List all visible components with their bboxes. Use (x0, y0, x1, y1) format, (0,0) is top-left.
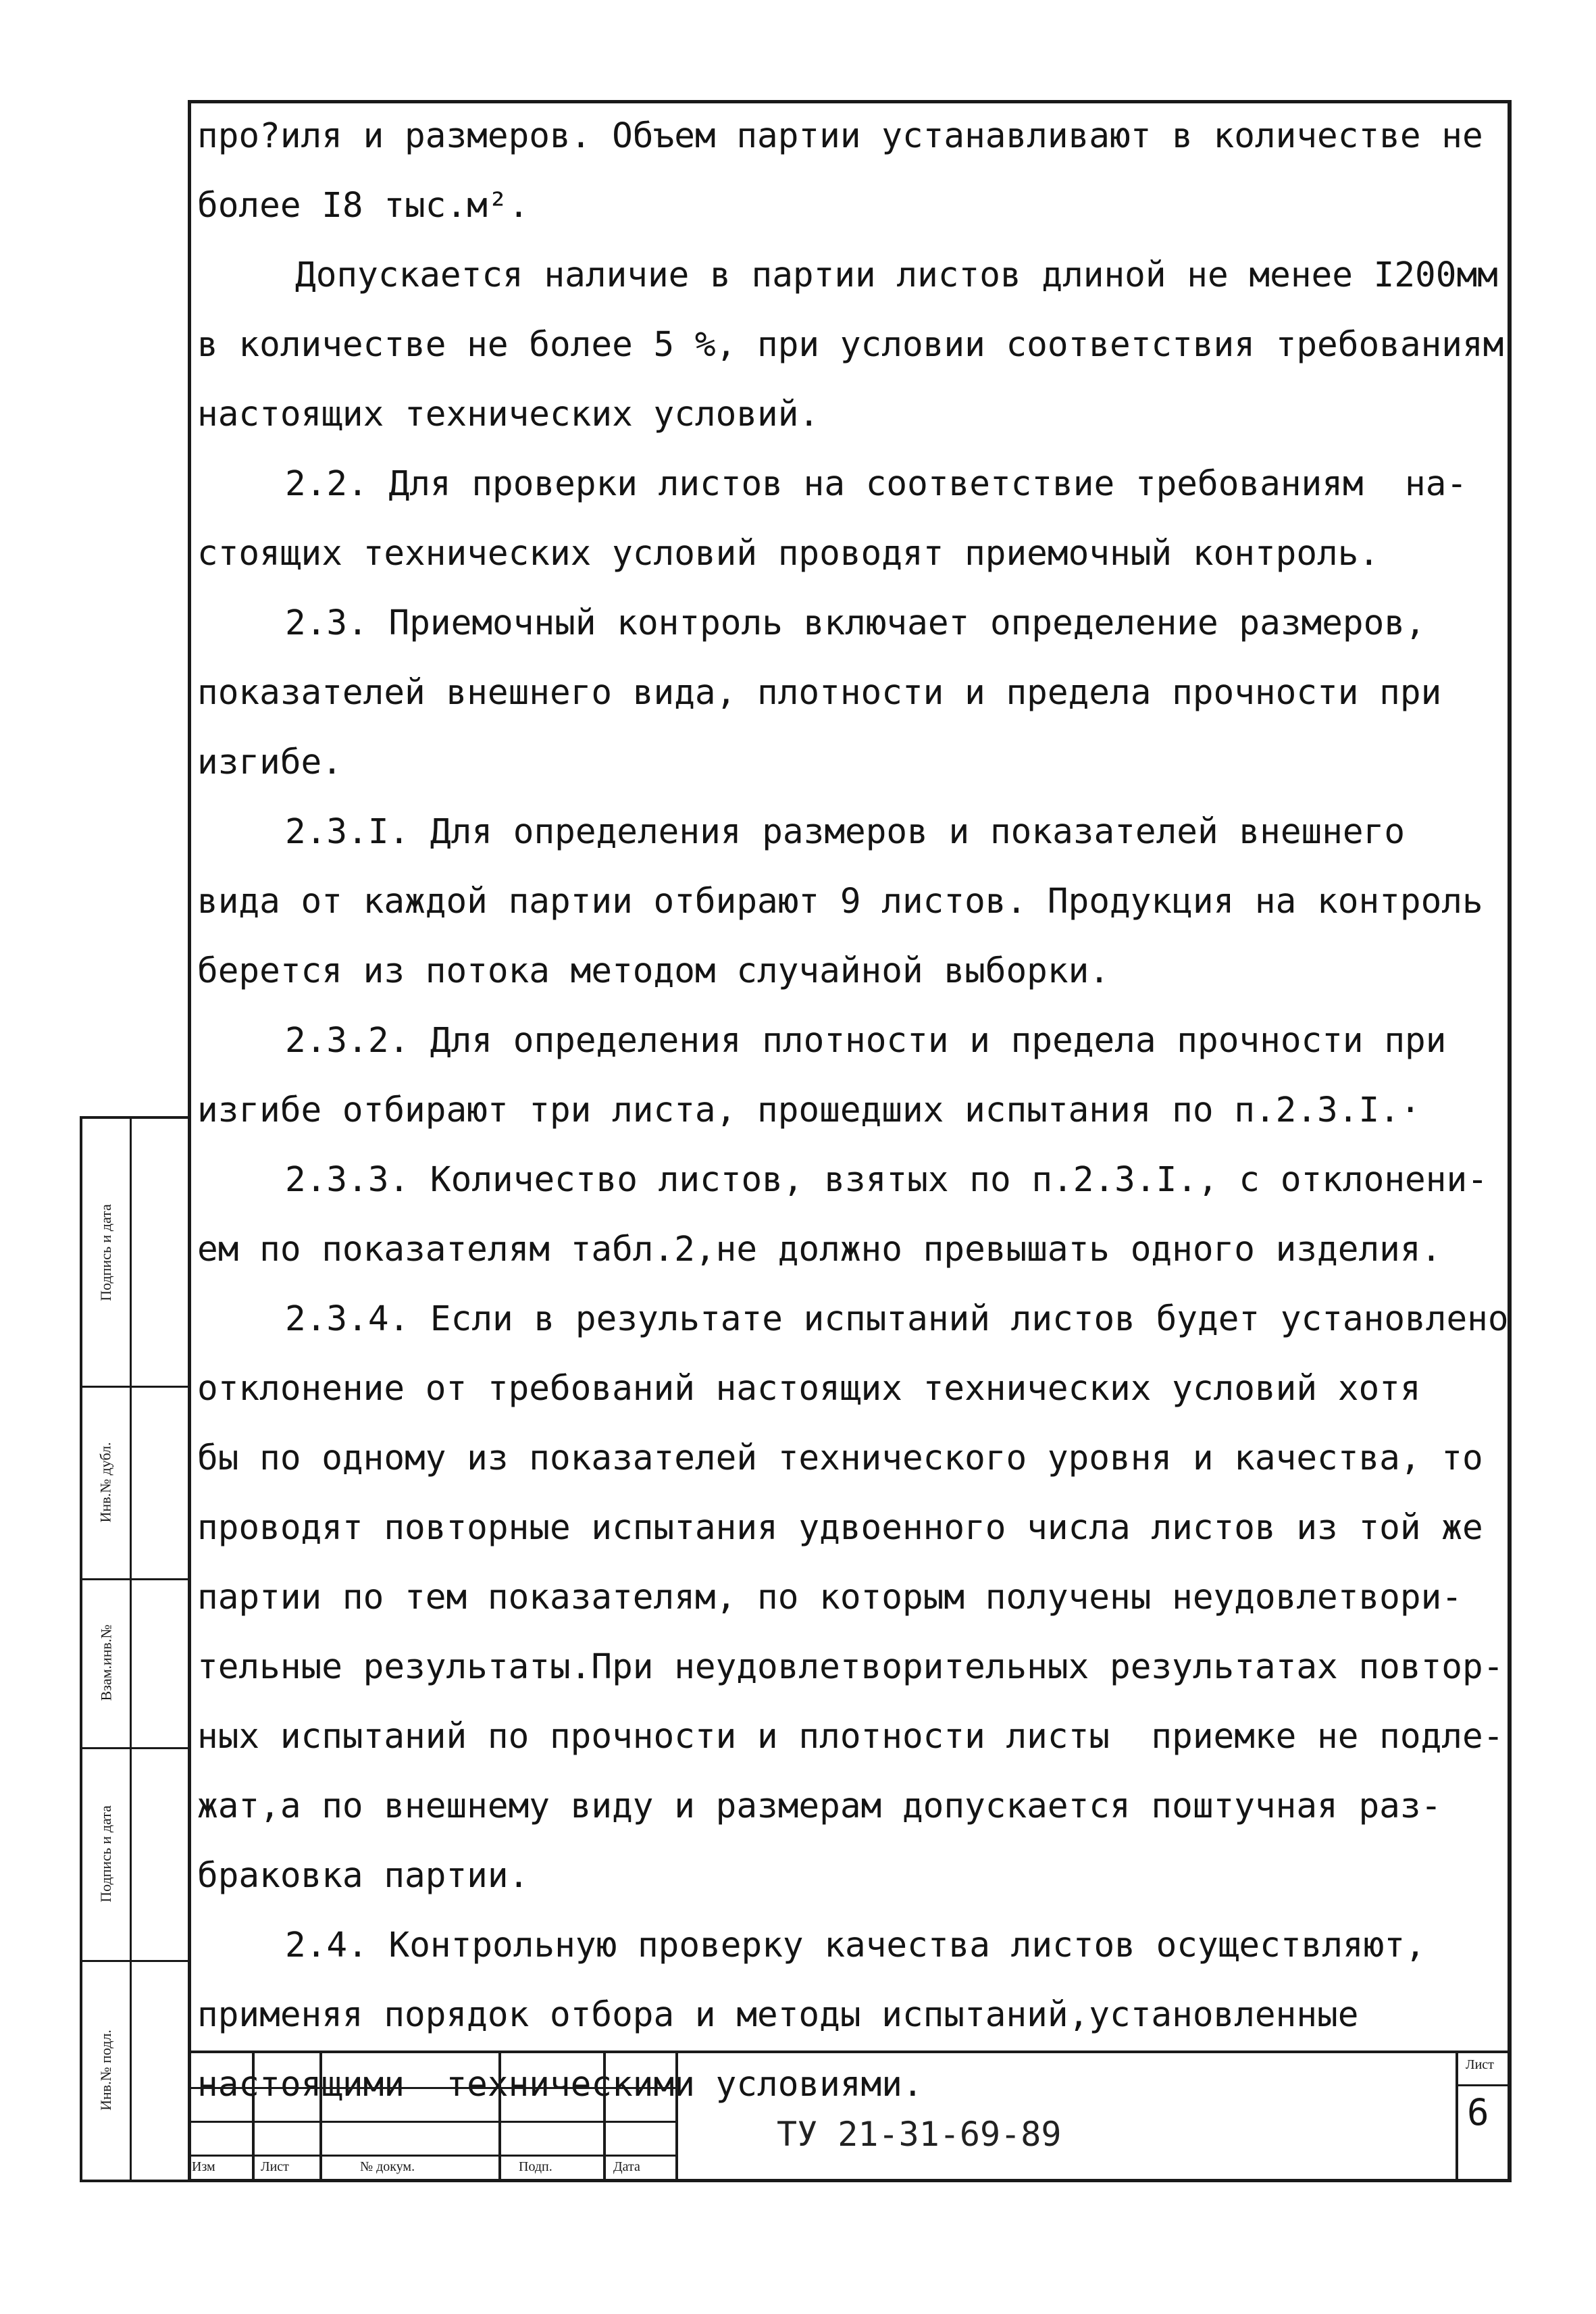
text-line: стоящих технических условий проводят приемочный контроль. (197, 534, 1380, 574)
document-number: ТУ 21-31-69-89 (777, 2115, 1062, 2154)
text-line: отклонение от требований настоящих технических условий хотя (197, 1369, 1421, 1409)
text-line: про?иля и размеров. Объем партии устанавливают в количестве не (197, 116, 1483, 156)
text-line: в количестве не более 5 %, при условии соответствия требованиям (197, 325, 1504, 365)
sheet-label: Лист (1466, 2057, 1494, 2072)
text-line: партии по тем показателям, по которым получены неудовлетвори- (197, 1578, 1462, 1617)
text-line: проводят повторные испытания удвоенного числа листов из той же (197, 1508, 1483, 1548)
title-block-header: Лист (261, 2159, 289, 2174)
stamp-label: Инв.№ подл. (97, 2029, 115, 2111)
text-line: более I8 тыс.м². (197, 186, 530, 226)
text-line: берется из потока методом случайной выборки. (197, 951, 1110, 991)
text-line: настоящими техническими условиями. (197, 2065, 923, 2105)
margin-stamp (80, 1116, 190, 2182)
stamp-label: Инв.№ дубл. (97, 1441, 115, 1523)
text-line: 2.3.I. Для определения размеров и показателей внешнего (285, 812, 1406, 852)
text-line: ных испытаний по прочности и плотности листы приемке не подле- (197, 1717, 1504, 1757)
text-line: бы по одному из показателей технического уровня и качества, то (197, 1438, 1483, 1478)
title-block-header: Подп. (519, 2159, 552, 2174)
text-line: 2.2. Для проверки листов на соответствие требованиям на- (285, 464, 1468, 504)
text-line: изгибе отбирают три листа, прошедших испытания по п.2.3.I.· (197, 1090, 1421, 1130)
text-line: 2.3. Приемочный контроль включает определение размеров, (285, 603, 1426, 643)
title-block-header: № докум. (360, 2159, 415, 2174)
title-block-header: Дата (613, 2159, 640, 2174)
title-block-header: Изм (192, 2159, 215, 2174)
text-line: тельные результаты.При неудовлетворительных результатах повтор- (197, 1647, 1504, 1687)
text-line: Допускается наличие в партии листов длиной не менее I200мм (295, 255, 1498, 295)
text-line: 2.3.4. Если в результате испытаний листов будет установлено (285, 1299, 1509, 1339)
text-line: жат,а по внешнему виду и размерам допускается поштучная раз- (197, 1786, 1442, 1826)
stamp-label: Подпись и дата (97, 1805, 115, 1903)
sheet-number: 6 (1467, 2091, 1489, 2134)
document-body (197, 101, 1509, 2119)
text-line: 2.4. Контрольную проверку качества листов осуществляют, (285, 1926, 1426, 1965)
text-line: изгибе. (197, 743, 342, 782)
text-line: настоящих технических условий. (197, 395, 820, 434)
stamp-label: Подпись и дата (97, 1203, 115, 1301)
stamp-label: Взам.инв.№ (97, 1624, 115, 1701)
text-line: ем по показателям табл.2,не должно превышать одного изделия. (197, 1230, 1442, 1269)
text-line: показателей внешнего вида, плотности и предела прочности при (197, 673, 1442, 713)
text-line: браковка партии. (197, 1856, 530, 1896)
text-line: применяя порядок отбора и методы испытаний,установленные (197, 1995, 1359, 2035)
text-line: 2.3.2. Для определения плотности и предела прочности при (285, 1021, 1447, 1061)
text-line: 2.3.3. Количество листов, взятых по п.2.3.I., с отклонени- (285, 1160, 1488, 1200)
text-line: вида от каждой партии отбирают 9 листов. Продукция на контроль (197, 882, 1483, 922)
